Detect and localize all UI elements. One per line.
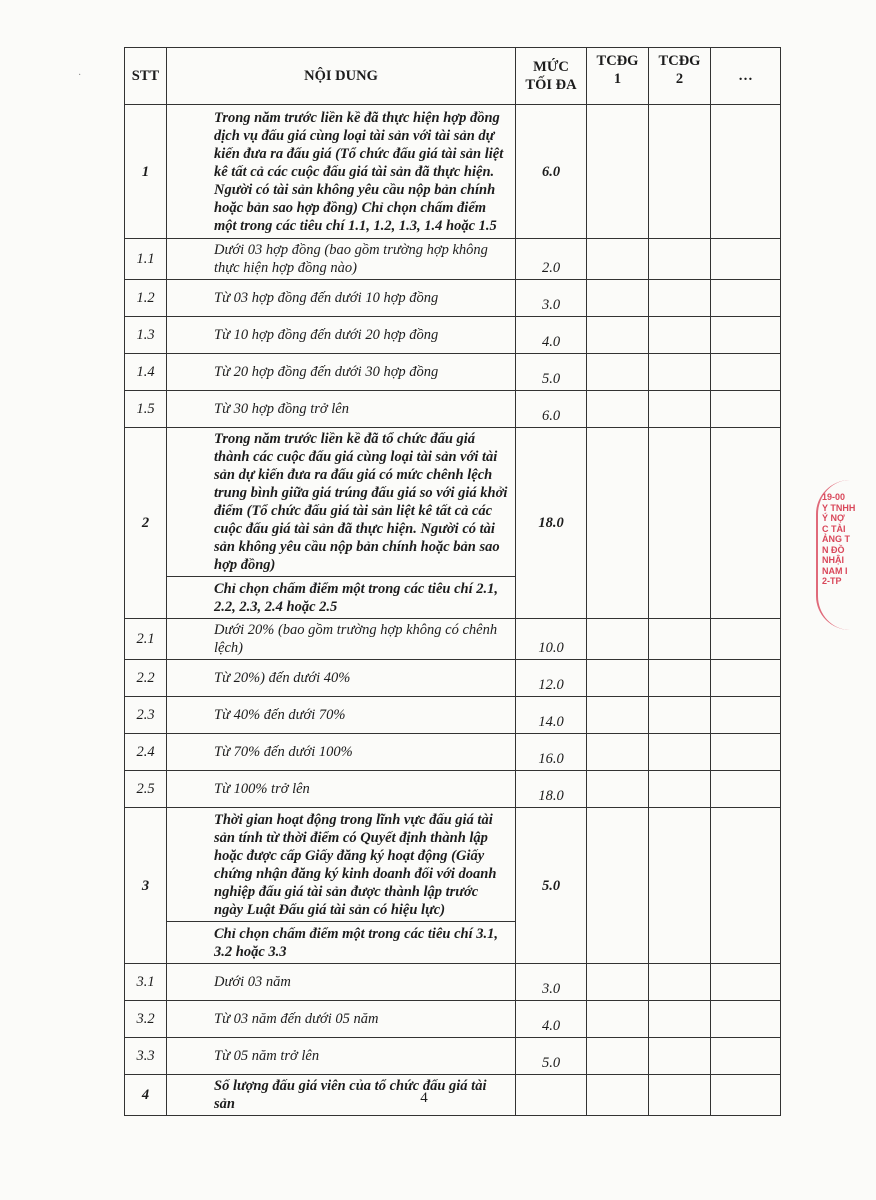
cell-tcdg-2 <box>649 1001 711 1038</box>
row-stt: 1.5 <box>125 391 167 428</box>
cell-tcdg-1 <box>587 391 649 428</box>
cell-tcdg-1 <box>587 280 649 317</box>
table-row <box>125 280 781 317</box>
scan-speck: · <box>78 70 82 81</box>
cell-more <box>711 280 781 317</box>
row-content: Thời gian hoạt động trong lĩnh vực đấu giá tài sản tính từ thời điểm có Quyết định thành lập hoặc được cấp Giấy đăng ký hoạt động (Giấy chứng nhận đăng ký kinh doanh đối với doanh nghiệp đấu giá tài sản được thành lập trước ngày Luật Đấu giá tài sản có hiệu lực) <box>167 808 516 922</box>
row-sub-instruction: Chỉ chọn chấm điểm một trong các tiêu chí 2.1, 2.2, 2.3, 2.4 hoặc 2.5 <box>167 577 516 619</box>
cell-more <box>711 771 781 808</box>
table-row <box>125 660 781 697</box>
table-row <box>125 317 781 354</box>
row-content: Dưới 03 năm <box>167 964 516 1001</box>
table-row <box>125 391 781 428</box>
evaluation-table <box>124 47 781 1116</box>
cell-tcdg-2 <box>649 280 711 317</box>
stamp-text-fragment: 19-00 <box>822 492 846 502</box>
row-stt: 1 <box>125 105 167 239</box>
row-content: Dưới 03 hợp đồng (bao gồm trường hợp không thực hiện hợp đồng nào) <box>167 239 516 280</box>
cell-tcdg-2 <box>649 391 711 428</box>
cell-more <box>711 619 781 660</box>
cell-tcdg-1 <box>587 660 649 697</box>
row-stt: 2.1 <box>125 619 167 660</box>
table-row <box>125 239 781 280</box>
cell-tcdg-2 <box>649 105 711 239</box>
header-stt: STT <box>125 48 167 105</box>
cell-tcdg-1 <box>587 734 649 771</box>
row-content: Từ 70% đến dưới 100% <box>167 734 516 771</box>
cell-tcdg-1 <box>587 619 649 660</box>
cell-more <box>711 808 781 964</box>
row-max-score: 5.0 <box>516 1038 587 1075</box>
row-max-score: 10.0 <box>516 619 587 660</box>
cell-more <box>711 428 781 619</box>
cell-more <box>711 1001 781 1038</box>
row-stt: 1.2 <box>125 280 167 317</box>
cell-tcdg-2 <box>649 1038 711 1075</box>
cell-more <box>711 391 781 428</box>
row-stt: 2 <box>125 428 167 619</box>
cell-tcdg-1 <box>587 428 649 619</box>
row-max-score: 6.0 <box>516 105 587 239</box>
table-header-row <box>125 48 781 105</box>
row-stt: 4 <box>125 1075 167 1116</box>
row-stt: 1.1 <box>125 239 167 280</box>
cell-tcdg-2 <box>649 697 711 734</box>
stamp-text-fragment: Y TNHH <box>822 502 856 513</box>
table-row <box>125 619 781 660</box>
page-number: 4 <box>420 1090 428 1106</box>
cell-tcdg-2 <box>649 239 711 280</box>
row-max-score: 4.0 <box>516 1001 587 1038</box>
row-stt: 2.5 <box>125 771 167 808</box>
stamp-text-fragment: NAM I <box>822 565 848 576</box>
cell-more <box>711 964 781 1001</box>
row-max-score: 4.0 <box>516 317 587 354</box>
cell-tcdg-1 <box>587 964 649 1001</box>
cell-tcdg-1 <box>587 354 649 391</box>
stamp-text-fragment: N ĐỒ <box>822 544 845 555</box>
cell-tcdg-2 <box>649 619 711 660</box>
cell-tcdg-2 <box>649 808 711 964</box>
row-content: Từ 03 hợp đồng đến dưới 10 hợp đồng <box>167 280 516 317</box>
header-max: MỨC TỐI ĐA <box>516 48 587 105</box>
row-content: Từ 30 hợp đồng trở lên <box>167 391 516 428</box>
header-tcdg-1: TCĐG 1 <box>587 48 649 105</box>
row-max-score: 2.0 <box>516 239 587 280</box>
row-max-score: 14.0 <box>516 697 587 734</box>
cell-tcdg-2 <box>649 964 711 1001</box>
row-content: Từ 05 năm trở lên <box>167 1038 516 1075</box>
table-row <box>125 1038 781 1075</box>
cell-tcdg-1 <box>587 317 649 354</box>
row-content: Từ 03 năm đến dưới 05 năm <box>167 1001 516 1038</box>
row-max-score: 18.0 <box>516 771 587 808</box>
cell-tcdg-1 <box>587 697 649 734</box>
cell-tcdg-1 <box>587 808 649 964</box>
table-row <box>125 734 781 771</box>
row-max-score: 3.0 <box>516 280 587 317</box>
row-content: Từ 100% trở lên <box>167 771 516 808</box>
table-row <box>125 1001 781 1038</box>
row-sub-instruction: Chỉ chọn chấm điểm một trong các tiêu chí 3.1, 3.2 hoặc 3.3 <box>167 922 516 964</box>
row-max-score: 5.0 <box>516 808 587 964</box>
cell-tcdg-1 <box>587 1001 649 1038</box>
cell-tcdg-1 <box>587 239 649 280</box>
stamp-text-fragment: C TÀI <box>822 523 846 534</box>
row-max-score: 5.0 <box>516 354 587 391</box>
cell-tcdg-2 <box>649 660 711 697</box>
cell-more <box>711 317 781 354</box>
cell-tcdg-2 <box>649 428 711 619</box>
stamp-text-fragment: NHẬI <box>822 555 844 565</box>
stamp-text-fragment: ẢNG T <box>822 534 850 544</box>
row-stt: 3.1 <box>125 964 167 1001</box>
table-row <box>125 105 781 239</box>
cell-tcdg-2 <box>649 771 711 808</box>
row-stt: 1.4 <box>125 354 167 391</box>
cell-more <box>711 734 781 771</box>
row-stt: 1.3 <box>125 317 167 354</box>
row-max-score: 12.0 <box>516 660 587 697</box>
row-max-score: 6.0 <box>516 391 587 428</box>
row-content: Số lượng đấu giá viên của tổ chức đấu giá tài sản <box>167 1075 516 1116</box>
cell-tcdg-2 <box>649 354 711 391</box>
cell-tcdg-1 <box>587 105 649 239</box>
red-seal-stamp <box>816 480 876 630</box>
cell-more <box>711 354 781 391</box>
stamp-text-fragment: Ý NỢ <box>822 513 845 523</box>
row-max-score: 3.0 <box>516 964 587 1001</box>
row-max-score: 16.0 <box>516 734 587 771</box>
cell-more <box>711 105 781 239</box>
row-content: Trong năm trước liền kề đã thực hiện hợp đồng dịch vụ đấu giá cùng loại tài sản với tài sản dự kiến đưa ra đấu giá (Tổ chức đấu giá tài sản liệt kê tất cả các cuộc đấu giá tài sản đã thực hiện. Người có tài sản không yêu cầu nộp bản chính hoặc bản sao hợp đồng) Chỉ chọn chấm điểm một trong các tiêu chí 1.1, 1.2, 1.3, 1.4 hoặc 1.5 <box>167 105 516 239</box>
row-content: Từ 20 hợp đồng đến dưới 30 hợp đồng <box>167 354 516 391</box>
table-row <box>125 428 781 577</box>
row-stt: 3.2 <box>125 1001 167 1038</box>
row-stt: 2.4 <box>125 734 167 771</box>
row-content: Từ 10 hợp đồng đến dưới 20 hợp đồng <box>167 317 516 354</box>
stamp-text-fragment: 2-TP <box>822 576 842 586</box>
cell-tcdg-2 <box>649 734 711 771</box>
cell-more <box>711 1038 781 1075</box>
header-tcdg-2: TCĐG 2 <box>649 48 711 105</box>
table-row <box>125 697 781 734</box>
header-more: … <box>711 48 781 105</box>
row-stt: 2.2 <box>125 660 167 697</box>
header-content: NỘI DUNG <box>167 48 516 105</box>
row-content: Từ 20%) đến dưới 40% <box>167 660 516 697</box>
row-content: Trong năm trước liền kề đã tổ chức đấu giá thành các cuộc đấu giá cùng loại tài sản với tài sản dự kiến đưa ra đấu giá có mức chênh lệch trung bình giữa giá trúng đấu giá so với giá khởi điểm (Tổ chức đấu giá tài sản liệt kê tất cả các cuộc đấu giá tài sản đã thực hiện. Người có tài sản không yêu cầu nộp bản chính hoặc bản sao hợp đồng) <box>167 428 516 577</box>
cell-tcdg-1 <box>587 771 649 808</box>
table-row <box>125 771 781 808</box>
cell-more <box>711 697 781 734</box>
table-row <box>125 964 781 1001</box>
row-stt: 3.3 <box>125 1038 167 1075</box>
table-row <box>125 354 781 391</box>
row-stt: 2.3 <box>125 697 167 734</box>
row-content: Dưới 20% (bao gồm trường hợp không có chênh lệch) <box>167 619 516 660</box>
table-row <box>125 808 781 922</box>
row-max-score: 18.0 <box>516 428 587 619</box>
cell-more <box>711 239 781 280</box>
row-content: Từ 40% đến dưới 70% <box>167 697 516 734</box>
cell-more <box>711 660 781 697</box>
cell-tcdg-2 <box>649 317 711 354</box>
row-stt: 3 <box>125 808 167 964</box>
cell-tcdg-1 <box>587 1038 649 1075</box>
